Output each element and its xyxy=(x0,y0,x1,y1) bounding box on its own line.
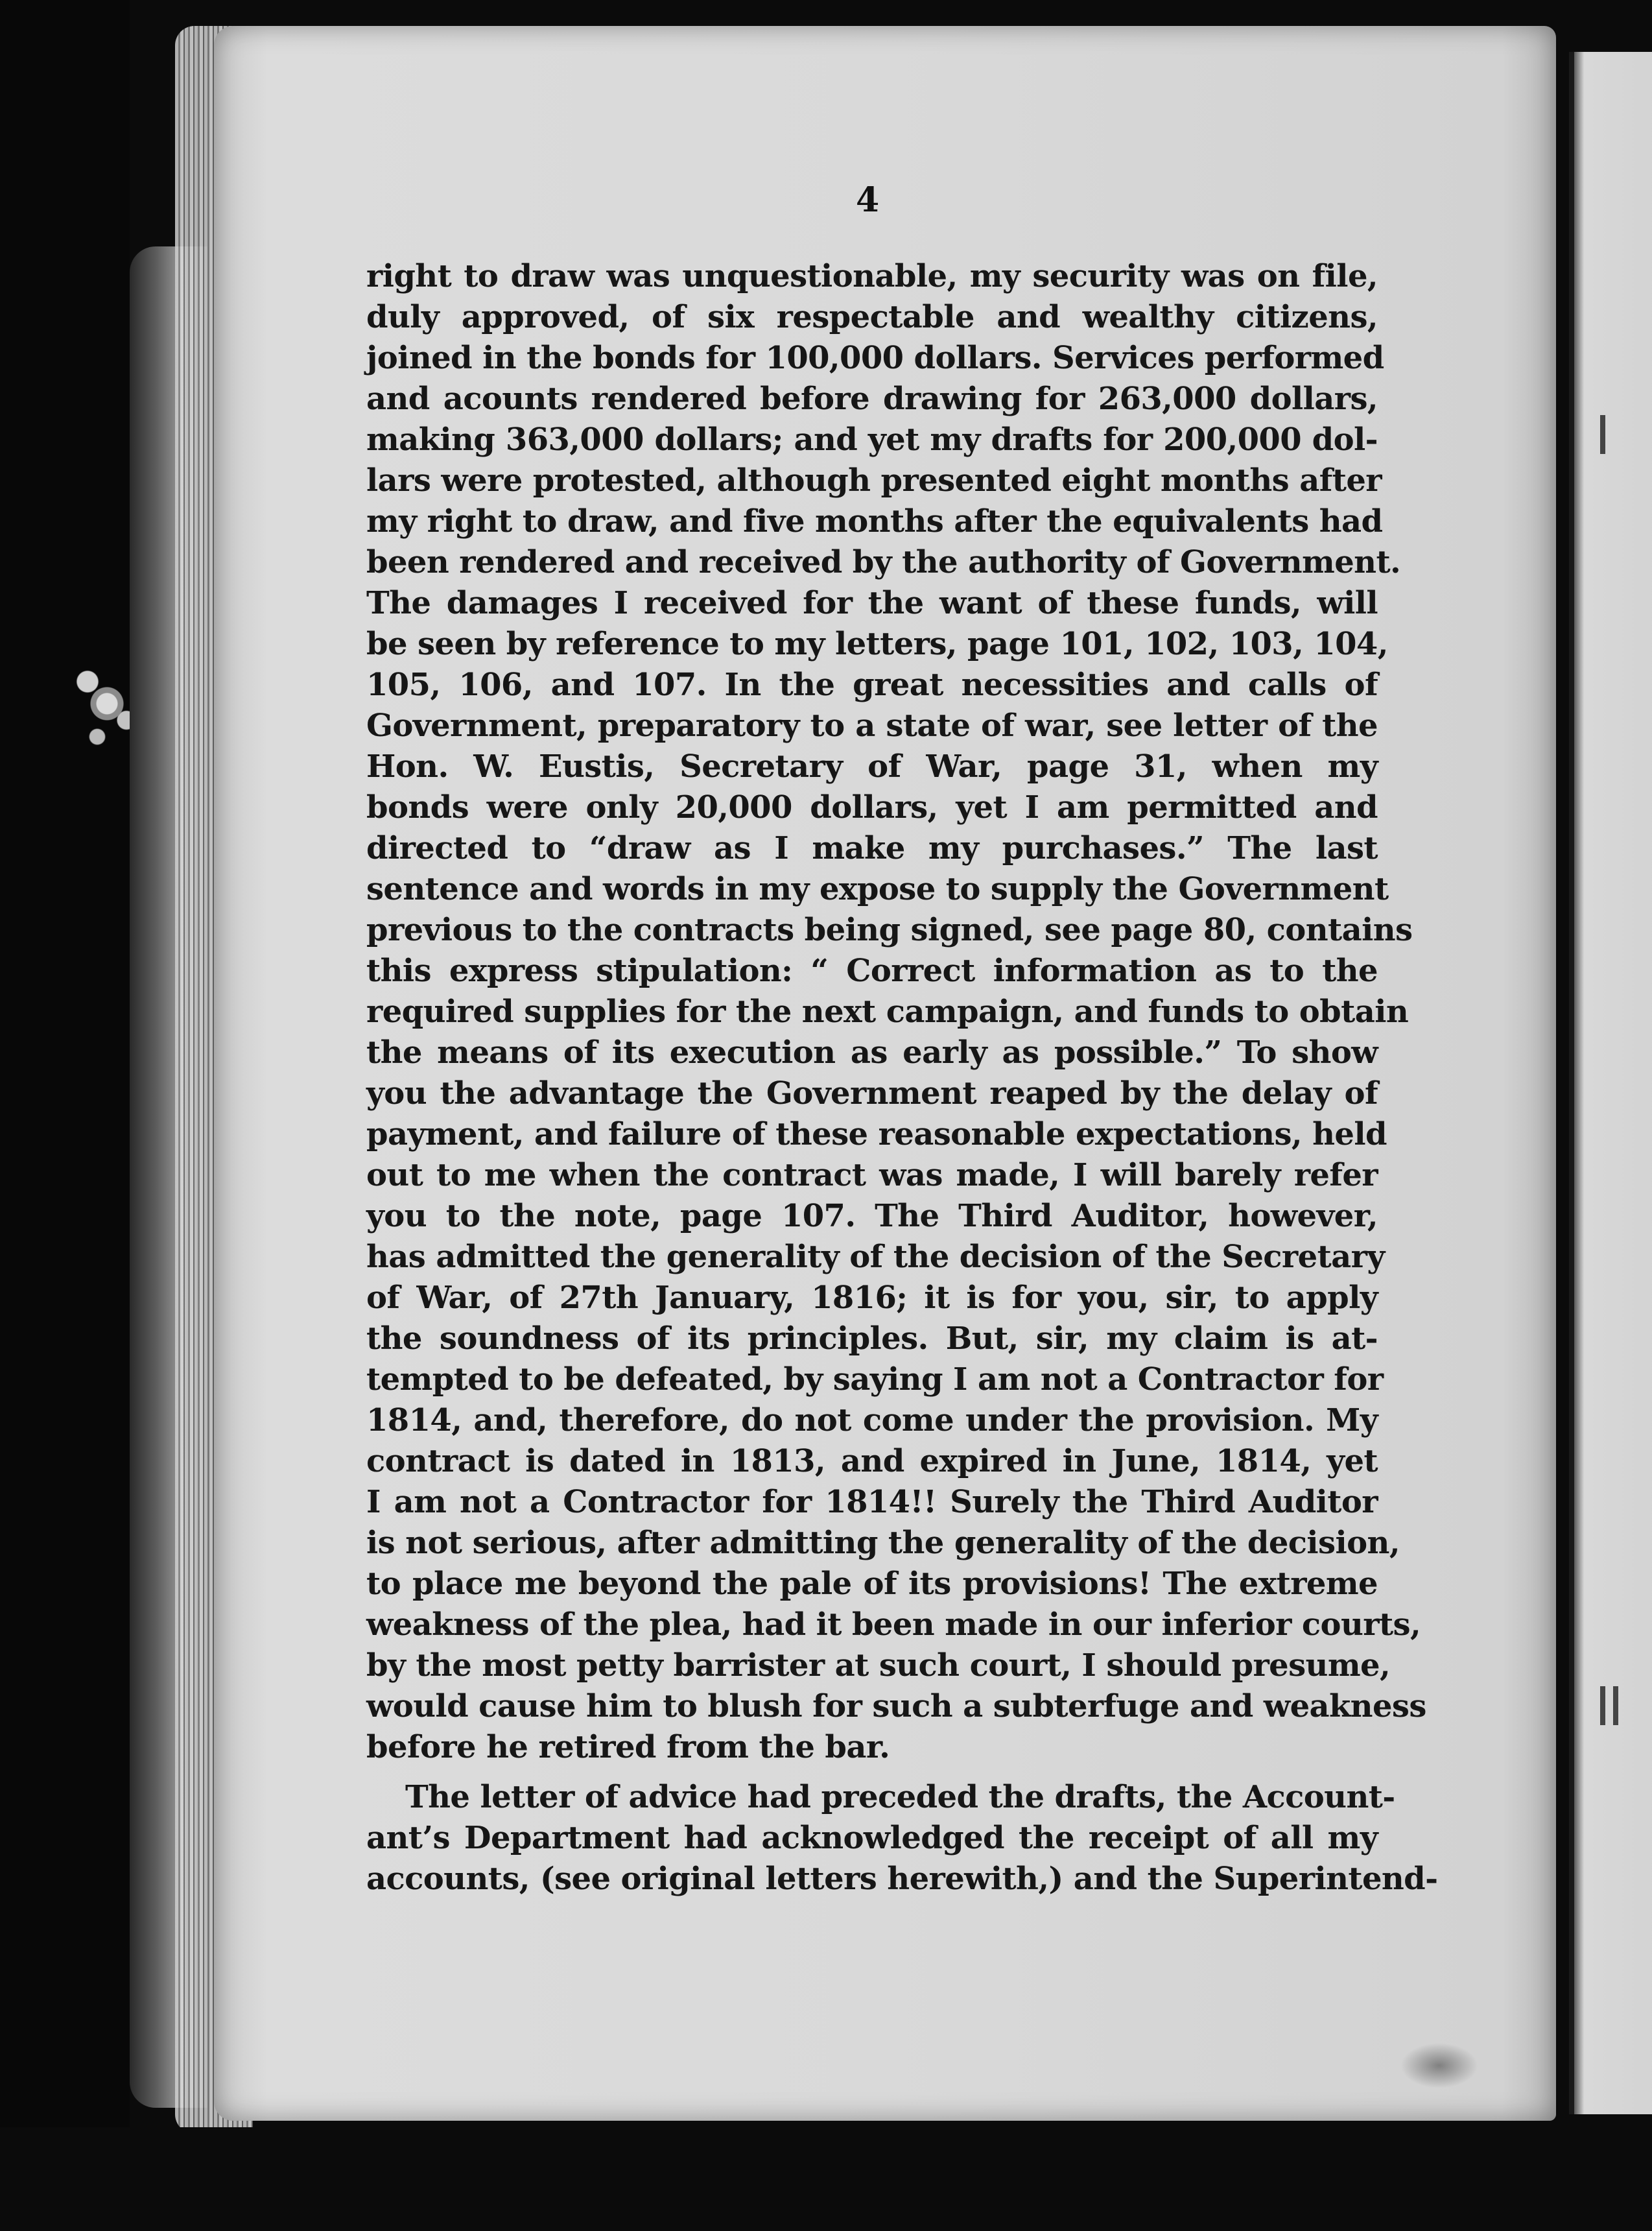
text-line: my right to draw, and five months after the equivalents had xyxy=(366,503,1383,540)
text-line: lars were protested, although presented eight months after xyxy=(366,462,1382,499)
text-line: by the most petty barrister at such court, I should presume, xyxy=(366,1647,1391,1684)
text-line: contract is dated in 1813, and expired in June, 1814, yet xyxy=(366,1443,1378,1479)
text-line: be seen by reference to my letters, page 101, 102, 103, 104, xyxy=(366,626,1388,662)
text-line: the means of its execution as early as possible.” To show xyxy=(366,1034,1378,1071)
text-line: Government, preparatory to a state of war, see letter of the xyxy=(366,708,1378,744)
text-line: I am not a Contractor for 1814!! Surely the Third Auditor xyxy=(366,1484,1378,1520)
text-line: previous to the contracts being signed, see page 80, contains xyxy=(366,912,1413,948)
text-line: of War, of 27th January, 1816; it is for you, sir, to apply xyxy=(366,1280,1378,1316)
text-line: joined in the bonds for 100,000 dollars. Services performed xyxy=(366,340,1384,376)
background-bottom xyxy=(0,2127,1652,2231)
text-line: is not serious, after admitting the generality of the decision, xyxy=(366,1525,1400,1561)
text-line: The letter of advice had preceded the drafts, the Account- xyxy=(405,1779,1395,1815)
text-line: directed to “draw as I make my purchases.” The last xyxy=(366,830,1378,866)
text-line: weakness of the plea, had it been made in our inferior courts, xyxy=(366,1606,1421,1643)
text-line: this express stipulation: “ Correct information as to the xyxy=(366,953,1378,989)
page-number: 4 xyxy=(856,180,880,220)
text-line: 105, 106, and 107. In the great necessities and calls of xyxy=(366,667,1378,703)
text-line: duly approved, of six respectable and wealthy citizens, xyxy=(366,299,1378,335)
paragraph-gap xyxy=(366,1768,1378,1777)
text-line: to place me beyond the pale of its provisions! The extreme xyxy=(366,1566,1378,1602)
text-line: tempted to be defeated, by saying I am not a Contractor for xyxy=(366,1361,1384,1398)
text-line: accounts, (see original letters herewith,) and the Superintend- xyxy=(366,1861,1438,1897)
paragraph-1 xyxy=(366,256,1426,1768)
text-line: and acounts rendered before drawing for 263,000 dollars, xyxy=(366,381,1378,417)
body-text xyxy=(366,256,1438,1900)
text-line: you the advantage the Government reaped by the delay of xyxy=(366,1075,1378,1112)
text-line: before he retired from the bar. xyxy=(366,1729,890,1765)
text-line: sentence and words in my expose to supply the Government xyxy=(366,871,1389,907)
background-left xyxy=(0,0,130,2231)
text-line: required supplies for the next campaign, and funds to obtain xyxy=(366,994,1409,1030)
text-line: Hon. W. Eustis, Secretary of War, page 31, when my xyxy=(366,748,1378,785)
text-line: has admitted the generality of the decision of the Secretary xyxy=(366,1239,1385,1275)
text-line: been rendered and received by the authority of Government. xyxy=(366,544,1401,580)
stain-blotch xyxy=(1400,2043,1478,2088)
text-line: 1814, and, therefore, do not come under the provision. My xyxy=(366,1402,1378,1438)
text-line: would cause him to blush for such a subterfuge and weakness xyxy=(366,1688,1426,1724)
text-line: the soundness of its principles. But, sir, my claim is at- xyxy=(366,1320,1378,1357)
text-line: right to draw was unquestionable, my security was on file, xyxy=(366,258,1378,294)
text-line: bonds were only 20,000 dollars, yet I am permitted and xyxy=(366,789,1378,826)
text-line: you to the note, page 107. The Third Auditor, however, xyxy=(366,1198,1378,1234)
text-line: payment, and failure of these reasonable expectations, held xyxy=(366,1116,1387,1152)
text-line: ant’s Department had acknowledged the receipt of all my xyxy=(366,1820,1378,1856)
text-line: making 363,000 dollars; and yet my drafts for 200,000 dol- xyxy=(366,422,1378,458)
text-line: The damages I received for the want of these funds, will xyxy=(366,585,1378,621)
paragraph-2 xyxy=(366,1777,1438,1900)
text-line: out to me when the contract was made, I will barely refer xyxy=(366,1157,1378,1193)
facing-page-strip xyxy=(1569,52,1652,2114)
